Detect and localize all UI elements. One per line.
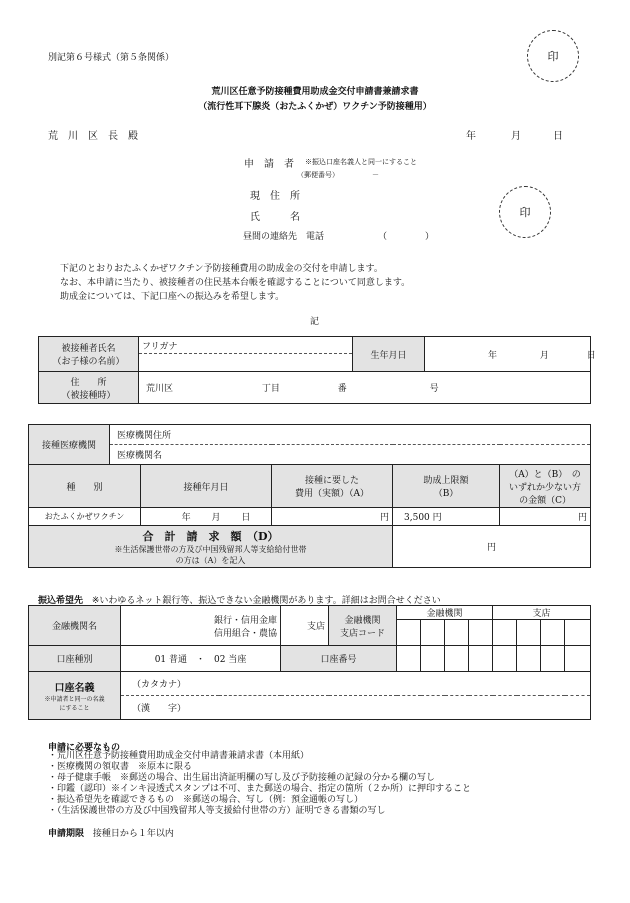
address-label-cell	[39, 372, 139, 404]
col-date	[141, 465, 272, 508]
phone-label: 昼間の連絡先 電話	[243, 232, 325, 242]
addressee: 荒 川 区 長 殿	[48, 131, 138, 142]
holder-katakana: （カタカナ）	[132, 680, 187, 690]
account-digit[interactable]	[445, 646, 469, 672]
address-ban: 番	[337, 384, 347, 394]
name-label-2: （お子様の名前）	[52, 357, 125, 367]
holder-kanji: （漢 字）	[132, 704, 187, 714]
account-digit[interactable]	[397, 646, 421, 672]
total-note-1: ※生活保護世帯の方及び中国残留邦人等支給給付世帯	[114, 544, 307, 554]
seal-label: 印	[519, 206, 531, 219]
account-digit[interactable]	[421, 646, 445, 672]
statement-line3: 助成金については、下記口座への振込みを希望します。	[60, 292, 285, 302]
dob-label-cell	[353, 337, 425, 372]
code-digit[interactable]	[517, 620, 541, 646]
title-line2: （流行性耳下腺炎（おたふくかぜ）ワクチン予防接種用）	[198, 102, 432, 112]
seal-label: 印	[547, 50, 559, 63]
col-date-label: 接種年月日	[183, 482, 229, 493]
deadline-line	[48, 826, 174, 839]
institution-name-cell[interactable]	[110, 445, 591, 465]
account-type-field[interactable]	[121, 646, 281, 672]
code-label-2: 支店コード	[340, 628, 386, 639]
code-digit[interactable]	[445, 620, 469, 646]
col-cost	[272, 465, 393, 508]
account-digit[interactable]	[541, 646, 565, 672]
code-label-cell	[329, 606, 397, 646]
account-number-label: 口座番号	[320, 655, 357, 665]
account-digit[interactable]	[469, 646, 493, 672]
address-ward: 荒川区	[146, 384, 174, 394]
requirement-item: ・（生活保護世帯の方及び中国残留邦人等支援給付世帯の方）証明できる書類の写し	[48, 806, 386, 816]
furigana-label: フリガナ	[142, 341, 178, 352]
holder-kanji-field[interactable]	[121, 696, 591, 720]
holder-note-1: ※申請者と同一の名義	[44, 696, 105, 703]
account-type-label-cell	[29, 646, 121, 672]
bank-heading: 振込希望先	[38, 596, 84, 606]
applicant-note: ※振込口座名義人と同一にすること	[305, 158, 417, 166]
postal-label: （郵便番号）	[297, 171, 339, 179]
seal-circle-top	[527, 30, 579, 82]
col-less-2: いずれか少ない方	[509, 482, 582, 493]
address-field[interactable]	[139, 372, 591, 404]
code-digit[interactable]	[397, 620, 421, 646]
bank-types-2: 信用組合・農協	[214, 628, 278, 639]
dob-day: 日	[586, 350, 596, 361]
col-limit-2: （B）	[433, 489, 459, 499]
bank-name-label-cell	[29, 606, 121, 646]
deadline-text: 接種日から１年以内	[92, 829, 174, 839]
dob-label: 生年月日	[370, 350, 407, 361]
row-type	[29, 508, 141, 526]
account-digit[interactable]	[565, 646, 591, 672]
furigana-cell[interactable]	[139, 337, 353, 354]
requirement-item: ・荒川区任意予防接種費用助成金交付申請書兼請求書（本用紙）	[48, 751, 310, 761]
phone-paren-close: ）	[425, 232, 435, 242]
row-yen-c: 円	[578, 513, 588, 523]
branch-label: 支店	[307, 622, 326, 632]
total-field[interactable]	[393, 526, 591, 568]
code-label-1: 金融機関	[344, 615, 381, 626]
date-month: 月	[511, 131, 521, 142]
requirement-item: ・振込希望先を確認できるもの ※郵送の場合、写し（例：預金通帳の写し）	[48, 795, 364, 805]
address-label: 現 住 所	[250, 191, 300, 202]
address-go: 号	[429, 384, 439, 394]
postal-dash: －	[372, 171, 379, 179]
code-branch: 支店	[532, 609, 551, 619]
account-digit[interactable]	[493, 646, 517, 672]
branch-field[interactable]	[281, 606, 329, 646]
phone-paren-open: （	[378, 232, 388, 242]
requirement-item: ・医療機関の領収書 ※原本に限る	[48, 762, 193, 772]
holder-label-cell	[29, 672, 121, 720]
code-branch-header	[493, 606, 591, 620]
institution-label: 接種医療機関	[41, 441, 96, 451]
address-label-2: （被接種時）	[61, 390, 116, 401]
bank-name-field[interactable]	[121, 606, 281, 646]
account-type-options: 01 普通 ・ 02 当座	[154, 655, 247, 665]
date-day: 日	[553, 131, 563, 142]
holder-katakana-field[interactable]	[121, 672, 591, 696]
recipient-table	[38, 336, 596, 404]
dob-year: 年	[488, 350, 498, 361]
bank-types-1: 銀行・信用金庫	[214, 615, 278, 626]
row-day: 日	[241, 513, 251, 523]
statement-line1: 下記のとおりおたふくかぜワクチン予防接種費用の助成金の交付を申請します。	[60, 264, 383, 274]
row-limit	[393, 508, 500, 526]
row-limit-value: 3,500 円	[404, 513, 442, 523]
col-type	[29, 465, 141, 508]
row-year: 年	[181, 513, 191, 523]
row-cost[interactable]	[272, 508, 393, 526]
address-chome: 丁目	[261, 384, 280, 394]
ki-label: 記	[310, 317, 320, 327]
col-less-1: （A）と（B） の	[509, 469, 581, 480]
col-cost-1: 接種に要した	[304, 476, 359, 486]
date-year: 年	[466, 131, 476, 142]
address-label-1: 住 所	[70, 377, 107, 388]
institution-label-cell	[29, 425, 110, 465]
col-cost-2: 費用（実額）（A）	[295, 489, 369, 499]
institution-address: 医療機関住所	[117, 431, 172, 441]
col-less-3: の金額（C）	[519, 495, 571, 506]
code-digit[interactable]	[541, 620, 565, 646]
code-digit[interactable]	[469, 620, 493, 646]
code-digit[interactable]	[565, 620, 591, 646]
holder-note-2: にすること	[59, 705, 90, 712]
col-limit-1: 助成上限額	[423, 476, 469, 486]
row-date[interactable]	[141, 508, 272, 526]
account-digit[interactable]	[517, 646, 541, 672]
requirement-item: ・母子健康手帳 ※郵送の場合、出生届出済証明欄の写し及び予防接種の記録の分かる欄の写し	[48, 773, 436, 783]
row-type-label: おたふくかぜワクチン	[44, 512, 125, 521]
applicant-label: 申 請 者	[244, 159, 294, 170]
code-digit[interactable]	[493, 620, 517, 646]
form-number: 別記第６号様式（第５条関係）	[48, 53, 175, 63]
total-label-cell	[29, 526, 393, 568]
institution-address-cell[interactable]	[110, 425, 591, 445]
code-bank: 金融機関	[426, 609, 463, 619]
institution-name: 医療機関名	[117, 451, 163, 461]
title-line1: 荒川区任意予防接種費用助成金交付申請書兼請求書	[211, 87, 419, 97]
total-label: 合 計 請 求 額 （D）	[142, 529, 279, 543]
row-month: 月	[211, 513, 221, 523]
code-bank-header	[397, 606, 493, 620]
bank-name-label: 金融機関名	[51, 622, 97, 632]
statement-line2: なお、本申請に当たり、被接種者の住民基本台帳を確認することについて同意します。	[60, 278, 411, 288]
name-label-cell	[39, 337, 139, 372]
code-digit[interactable]	[421, 620, 445, 646]
name-field[interactable]	[139, 354, 353, 372]
deadline-label: 申請期限	[48, 829, 85, 839]
col-limit	[393, 465, 500, 508]
bank-heading-note: ※いわゆるネット銀行等、振込できない金融機関があります。詳細はお問合せください	[91, 596, 441, 606]
name-label: 氏 名	[250, 212, 300, 223]
requirements-heading: 申請に必要なもの	[48, 743, 121, 753]
requirements-list	[48, 751, 608, 817]
total-note-2: の方は（A）を記入	[175, 555, 246, 565]
row-less[interactable]	[500, 508, 591, 526]
requirement-item: ・印鑑（認印）※インキ浸透式スタンプは不可、また郵送の場合、指定の箇所（２か所）に押印すること	[48, 784, 472, 794]
seal-circle-applicant	[499, 186, 551, 238]
bank-table	[28, 605, 591, 720]
account-type-label: 口座種別	[56, 655, 93, 665]
dob-month: 月	[539, 350, 549, 361]
dob-field[interactable]	[425, 337, 596, 372]
account-number-label-cell	[281, 646, 397, 672]
holder-label: 口座名義	[54, 683, 95, 694]
medical-table	[28, 424, 591, 568]
row-yen-a: 円	[379, 513, 389, 523]
col-type-label: 種 別	[66, 482, 103, 493]
name-label-1: 被接種者氏名	[61, 344, 116, 354]
total-yen: 円	[487, 543, 497, 553]
col-less	[500, 465, 591, 508]
